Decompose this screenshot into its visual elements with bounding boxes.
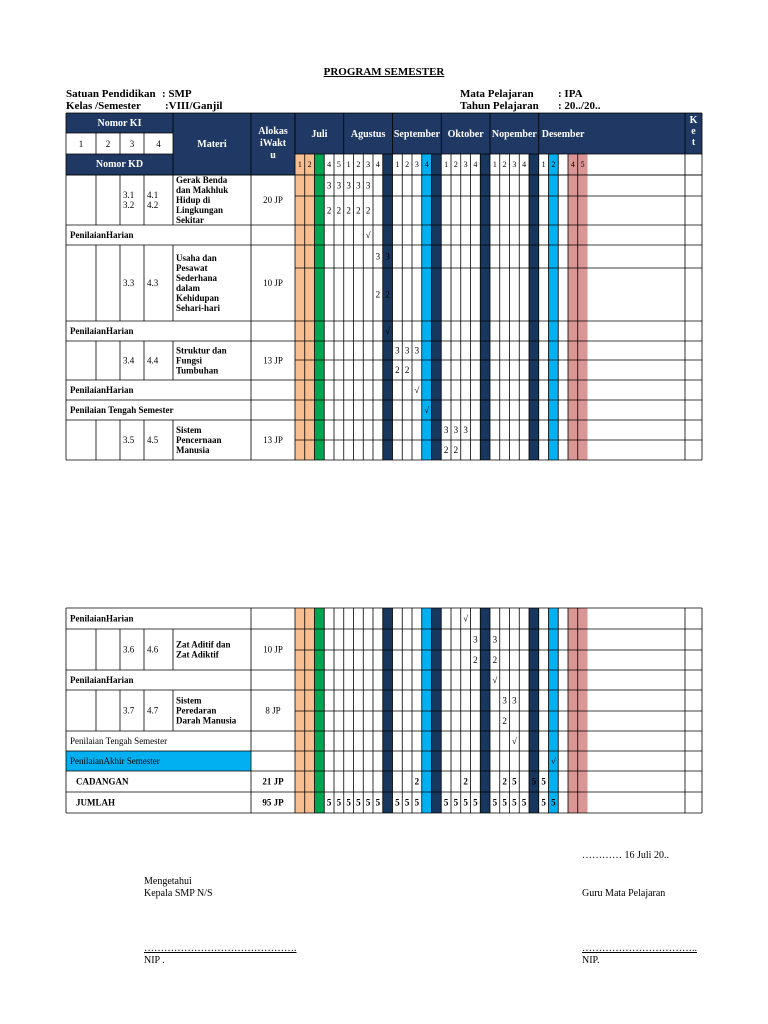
week-mark: 3 <box>404 345 410 356</box>
week-mark: 2 <box>492 655 498 665</box>
materi-line: Darah Manusia <box>176 715 237 726</box>
materi-line: Sistem <box>176 425 202 435</box>
kd4-number: 4.3 <box>147 278 159 288</box>
alokasi-header: u <box>270 150 276 161</box>
navy-week-column <box>383 608 393 813</box>
week-cell <box>558 154 568 175</box>
week-mark: 5 <box>326 797 332 808</box>
materi-line: Pencernaan <box>176 435 222 445</box>
week-mark: 5 <box>404 797 410 808</box>
materi-line: Gerak Benda <box>176 175 228 185</box>
materi-line: Sekitar <box>176 215 204 225</box>
week-number: 5 <box>580 160 585 169</box>
week-mark: 5 <box>502 797 507 808</box>
week-mark: 2 <box>443 445 449 455</box>
week-number: 1 <box>541 160 546 169</box>
sky-week-column <box>422 608 432 813</box>
satuan-pendidikan-label: Satuan Pendidikan <box>66 88 156 100</box>
orange-week-column <box>295 175 305 460</box>
week-mark: 2 <box>346 205 351 216</box>
week-mark: 3 <box>414 345 420 356</box>
week-number: 2 <box>356 160 361 169</box>
week-mark: 2 <box>326 205 332 216</box>
week-mark: 5 <box>453 797 459 808</box>
alokasi-value: 10 JP <box>263 644 283 655</box>
navy-week-column <box>383 175 393 460</box>
week-mark: 3 <box>336 180 342 191</box>
week-number: 4 <box>424 160 429 169</box>
materi-line: Sederhana <box>176 273 218 283</box>
week-mark: √ <box>463 613 469 624</box>
materi-line: Lingkungan <box>176 205 224 215</box>
week-mark: 3 <box>492 634 498 645</box>
materi-line: Sistem <box>176 695 202 706</box>
alokasi-value: 95 JP <box>262 797 284 808</box>
week-number: 2 <box>551 160 556 169</box>
week-mark: 2 <box>336 205 342 216</box>
ket-header-letter: K <box>689 115 698 126</box>
row-label: Penilaian Tengah Semester <box>70 405 174 415</box>
alokasi-value: 13 JP <box>263 355 283 366</box>
week-mark: 5 <box>492 797 498 808</box>
orange-week-column <box>305 608 315 813</box>
navy-week-column <box>480 175 490 460</box>
alokasi-value: 8 JP <box>265 705 281 716</box>
week-number: 2 <box>453 160 458 169</box>
nomor-ki-label: Nomor KI <box>97 118 142 129</box>
week-number: 3 <box>414 160 419 169</box>
week-mark: 2 <box>385 289 390 300</box>
week-number: 1 <box>297 160 302 169</box>
footer-guru: Guru Mata Pelajaran <box>582 888 666 899</box>
week-mark: 2 <box>414 776 420 787</box>
green-week-column <box>315 175 325 460</box>
week-mark: √ <box>414 385 420 395</box>
week-mark: 3 <box>346 180 351 191</box>
week-number: 1 <box>395 160 400 169</box>
week-mark: 2 <box>356 205 361 216</box>
rose-week-column <box>578 608 588 813</box>
week-cell <box>432 154 442 175</box>
kd4-number: 4.1 <box>147 190 159 200</box>
week-number: 4 <box>522 160 527 169</box>
week-mark: 5 <box>551 797 556 808</box>
week-number: 4 <box>375 160 380 169</box>
week-mark: 5 <box>365 797 371 808</box>
nomor-kd-label: Nomor KD <box>95 159 144 170</box>
kd4-number: 4.2 <box>147 200 159 210</box>
kd4-number: 4.5 <box>147 435 159 445</box>
week-number: 2 <box>405 160 410 169</box>
month-header: Nopember <box>491 129 537 140</box>
week-mark: 5 <box>414 797 420 808</box>
month-header: Agustus <box>350 129 386 140</box>
row-label: PenilaianAkhir Semester <box>70 756 160 766</box>
week-number: 1 <box>492 160 497 169</box>
footer-mengetahui: Mengetahui <box>144 876 192 887</box>
month-header: Juli <box>311 129 328 140</box>
materi-line: Kehidupan <box>176 293 220 303</box>
week-mark: 2 <box>453 445 459 455</box>
materi-line: Fungsi <box>176 355 203 366</box>
week-mark: 5 <box>346 797 351 808</box>
kelas-semester-value: :VIII/Ganjil <box>165 100 223 112</box>
green-week-column <box>315 608 325 813</box>
week-number: 4 <box>473 160 478 169</box>
week-mark: √ <box>385 326 391 336</box>
row-label: PenilaianHarian <box>70 385 134 395</box>
materi-line: Manusia <box>176 445 210 455</box>
navy-week-column <box>432 175 442 460</box>
rose-week-column <box>568 175 578 460</box>
week-mark: 3 <box>453 425 459 435</box>
week-cell <box>383 154 393 175</box>
week-number: 1 <box>346 160 351 169</box>
materi-line: Tumbuhan <box>176 365 219 376</box>
alokasi-value: 20 JP <box>263 195 283 205</box>
sky-week-column <box>549 175 559 460</box>
kd4-number: 4.6 <box>147 644 159 655</box>
sky-week-column <box>549 608 559 813</box>
week-mark: 3 <box>473 634 478 645</box>
week-cell <box>529 154 539 175</box>
ki-number: 4 <box>156 139 161 149</box>
rose-week-column <box>568 608 578 813</box>
week-mark: 5 <box>395 797 400 808</box>
tahun-pelajaran-value: : 20../20.. <box>558 100 601 112</box>
materi-line: Zat Adiktif <box>176 649 219 660</box>
row-label: JUMLAH <box>76 797 115 808</box>
document-title: PROGRAM SEMESTER <box>323 66 445 78</box>
ket-week-cell <box>685 154 702 175</box>
week-mark: 2 <box>375 289 381 300</box>
week-mark: 5 <box>375 797 381 808</box>
week-number: 3 <box>366 160 371 169</box>
materi-line: dan Makhluk <box>176 185 229 195</box>
week-mark: 3 <box>395 345 400 356</box>
week-mark: 2 <box>463 776 468 787</box>
month-header: Desember <box>541 129 585 140</box>
week-number: 4 <box>327 160 332 169</box>
week-mark: 5 <box>463 797 468 808</box>
row-label: PenilaianHarian <box>70 675 134 685</box>
footer-left-signature: ………………………………………. <box>144 943 297 954</box>
header-band-lower <box>173 154 295 175</box>
week-mark: 2 <box>502 716 507 726</box>
materi-line: Pesawat <box>176 263 208 273</box>
kd3-number: 3.7 <box>123 705 135 716</box>
ki-number: 3 <box>129 139 135 149</box>
week-mark: 2 <box>404 365 410 375</box>
week-mark: 3 <box>512 695 517 706</box>
alokasi-header: Alokas <box>258 126 288 137</box>
satuan-pendidikan-value: : SMP <box>162 88 192 100</box>
navy-week-column <box>432 608 442 813</box>
kd3-number: 3.6 <box>123 644 135 655</box>
week-mark: 3 <box>463 425 468 435</box>
week-mark: 5 <box>336 797 342 808</box>
materi-line: Struktur dan <box>176 345 227 356</box>
tahun-pelajaran-label: Tahun Pelajaran <box>460 100 539 112</box>
week-mark: 3 <box>365 180 371 191</box>
week-mark: √ <box>511 736 517 746</box>
week-number: 4 <box>570 160 575 169</box>
week-mark: 3 <box>443 425 449 435</box>
footer-right-nip: NIP. <box>582 955 600 966</box>
week-mark: 3 <box>375 251 381 262</box>
week-mark: 5 <box>443 797 449 808</box>
mata-pelajaran-value: : IPA <box>558 88 583 100</box>
kd4-number: 4.4 <box>147 355 159 366</box>
row-label: PenilaianHarian <box>70 613 134 624</box>
kd3-number: 3.1 <box>123 190 135 200</box>
week-mark: √ <box>492 675 498 685</box>
kd3-number: 3.5 <box>123 435 135 445</box>
navy-week-column <box>529 175 539 460</box>
week-mark: 3 <box>326 180 332 191</box>
week-number: 5 <box>336 160 341 169</box>
week-mark: 5 <box>541 776 546 787</box>
week-mark: √ <box>424 405 430 415</box>
materi-line: Peredaran <box>176 705 217 716</box>
week-mark: √ <box>365 230 371 240</box>
kd3-number: 3.2 <box>123 200 135 210</box>
week-mark: 5 <box>531 776 537 787</box>
week-number: 2 <box>307 160 312 169</box>
week-mark: 2 <box>395 365 400 375</box>
week-mark: √ <box>550 756 556 766</box>
materi-line: Usaha dan <box>176 253 217 263</box>
mata-pelajaran-label: Mata Pelajaran <box>460 88 534 100</box>
week-cell <box>315 154 325 175</box>
row-label: Penilaian Tengah Semester <box>70 736 168 746</box>
week-mark: 5 <box>473 797 478 808</box>
kd3-number: 3.3 <box>123 278 135 288</box>
week-mark: 5 <box>541 797 546 808</box>
week-mark: 5 <box>356 797 361 808</box>
materi-header: Materi <box>197 139 227 150</box>
week-number: 1 <box>444 160 449 169</box>
week-mark: 5 <box>512 797 517 808</box>
materi-line: Zat Aditif dan <box>176 639 231 650</box>
week-mark: 2 <box>365 205 371 216</box>
materi-line: Sehari-hari <box>176 303 220 313</box>
footer-kepala-sekolah: Kepala SMP N/S <box>144 888 213 899</box>
sky-week-column <box>422 175 432 460</box>
week-mark: 2 <box>473 655 478 665</box>
ket-header-letter: t <box>691 137 696 148</box>
week-mark: 5 <box>512 776 517 787</box>
materi-line: Hidup di <box>176 195 211 205</box>
alokasi-value: 21 JP <box>262 776 284 787</box>
week-mark: 3 <box>502 695 507 706</box>
week-mark: 5 <box>521 797 527 808</box>
footer-date: ………… 16 Juli 20.. <box>582 850 669 861</box>
orange-week-column <box>305 175 315 460</box>
week-mark: 3 <box>356 180 361 191</box>
week-number: 3 <box>463 160 468 169</box>
row-label: PenilaianHarian <box>70 326 134 336</box>
row-label: CADANGAN <box>76 776 129 787</box>
footer-left-nip: NIP . <box>144 955 165 966</box>
kelas-semester-label: Kelas /Semester <box>66 100 141 112</box>
row-label: PenilaianHarian <box>70 230 134 240</box>
ki-number: 1 <box>78 139 84 149</box>
kd4-number: 4.7 <box>147 705 159 716</box>
alokasi-value: 10 JP <box>263 278 283 288</box>
alokasi-header: iWakt <box>259 138 287 149</box>
month-header: September <box>393 129 440 140</box>
month-header: Oktober <box>447 129 484 140</box>
footer-right-signature: …………………………….. <box>582 943 697 954</box>
week-number: 2 <box>502 160 507 169</box>
orange-week-column <box>295 608 305 813</box>
materi-line: dalam <box>176 283 201 293</box>
kd3-number: 3.4 <box>123 355 135 366</box>
alokasi-value: 13 JP <box>263 435 283 445</box>
week-number: 3 <box>512 160 517 169</box>
week-cell <box>480 154 490 175</box>
week-mark: 2 <box>502 776 507 787</box>
rose-week-column <box>578 175 588 460</box>
week-mark: 3 <box>385 251 390 262</box>
ket-header-letter: e <box>691 126 696 137</box>
navy-week-column <box>480 608 490 813</box>
ki-number: 2 <box>105 139 111 149</box>
